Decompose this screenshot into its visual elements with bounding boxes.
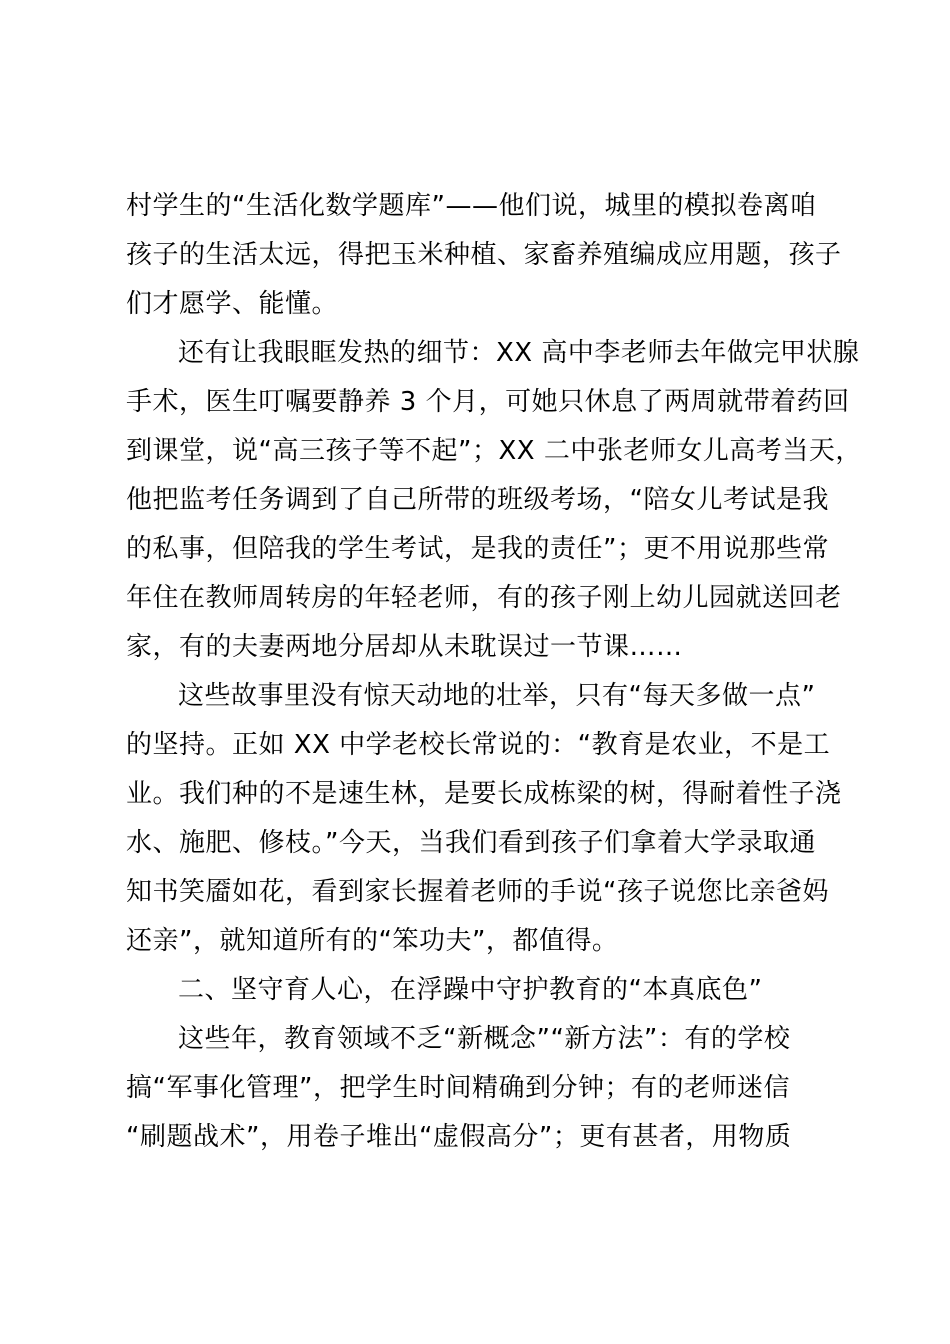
- text-line: 到课堂，说“高三孩子等不起”；XX 二中张老师女儿高考当天，: [126, 436, 862, 466]
- text-line: 的坚持。正如 XX 中学老校长常说的：“教育是农业，不是工: [126, 730, 831, 760]
- section-heading: 二、坚守育人心，在浮躁中守护教育的“本真底色”: [178, 975, 763, 1005]
- text-line: 村学生的“生活化数学题库”——他们说，城里的模拟卷离咱: [126, 191, 817, 221]
- text-line: 知书笑靥如花，看到家长握着老师的手说“孩子说您比亲爸妈: [126, 877, 829, 907]
- text-line: 业。我们种的不是速生林，是要长成栋梁的树，得耐着性子浇: [126, 779, 842, 809]
- text-line: 水、施肥、修枝。”今天，当我们看到孩子们拿着大学录取通: [126, 828, 816, 858]
- text-line: 们才愿学、能懂。: [126, 289, 339, 319]
- paragraph-start-line: 这些年，教育领域不乏“新概念”“新方法”：有的学校: [178, 1024, 791, 1054]
- text-line: 搞“军事化管理”，把学生时间精确到分钟；有的老师迷信: [126, 1073, 790, 1103]
- paragraph-start-line: 这些故事里没有惊天动地的壮举，只有“每天多做一点”: [178, 681, 816, 711]
- text-line: 家，有的夫妻两地分居却从未耽误过一节课……: [126, 632, 683, 662]
- body-text: [126, 182, 862, 1162]
- text-line: “刷题战术”，用卷子堆出“虚假高分”；更有甚者，用物质: [126, 1122, 792, 1152]
- paragraph-start-line: 还有让我眼眶发热的细节：XX 高中李老师去年做完甲状腺: [178, 338, 860, 368]
- text-line: 手术，医生叮嘱要静养 3 个月，可她只休息了两周就带着药回: [126, 387, 850, 417]
- text-line: 年住在教师周转房的年轻老师，有的孩子刚上幼儿园就送回老: [126, 583, 842, 613]
- text-line: 孩子的生活太远，得把玉米种植、家畜养殖编成应用题，孩子: [126, 240, 842, 270]
- text-line: 还亲”，就知道所有的“笨功夫”，都值得。: [126, 926, 619, 956]
- text-line: 他把监考任务调到了自己所带的班级考场，“陪女儿考试是我: [126, 485, 829, 515]
- text-line: 的私事，但陪我的学生考试，是我的责任”；更不用说那些常: [126, 534, 829, 564]
